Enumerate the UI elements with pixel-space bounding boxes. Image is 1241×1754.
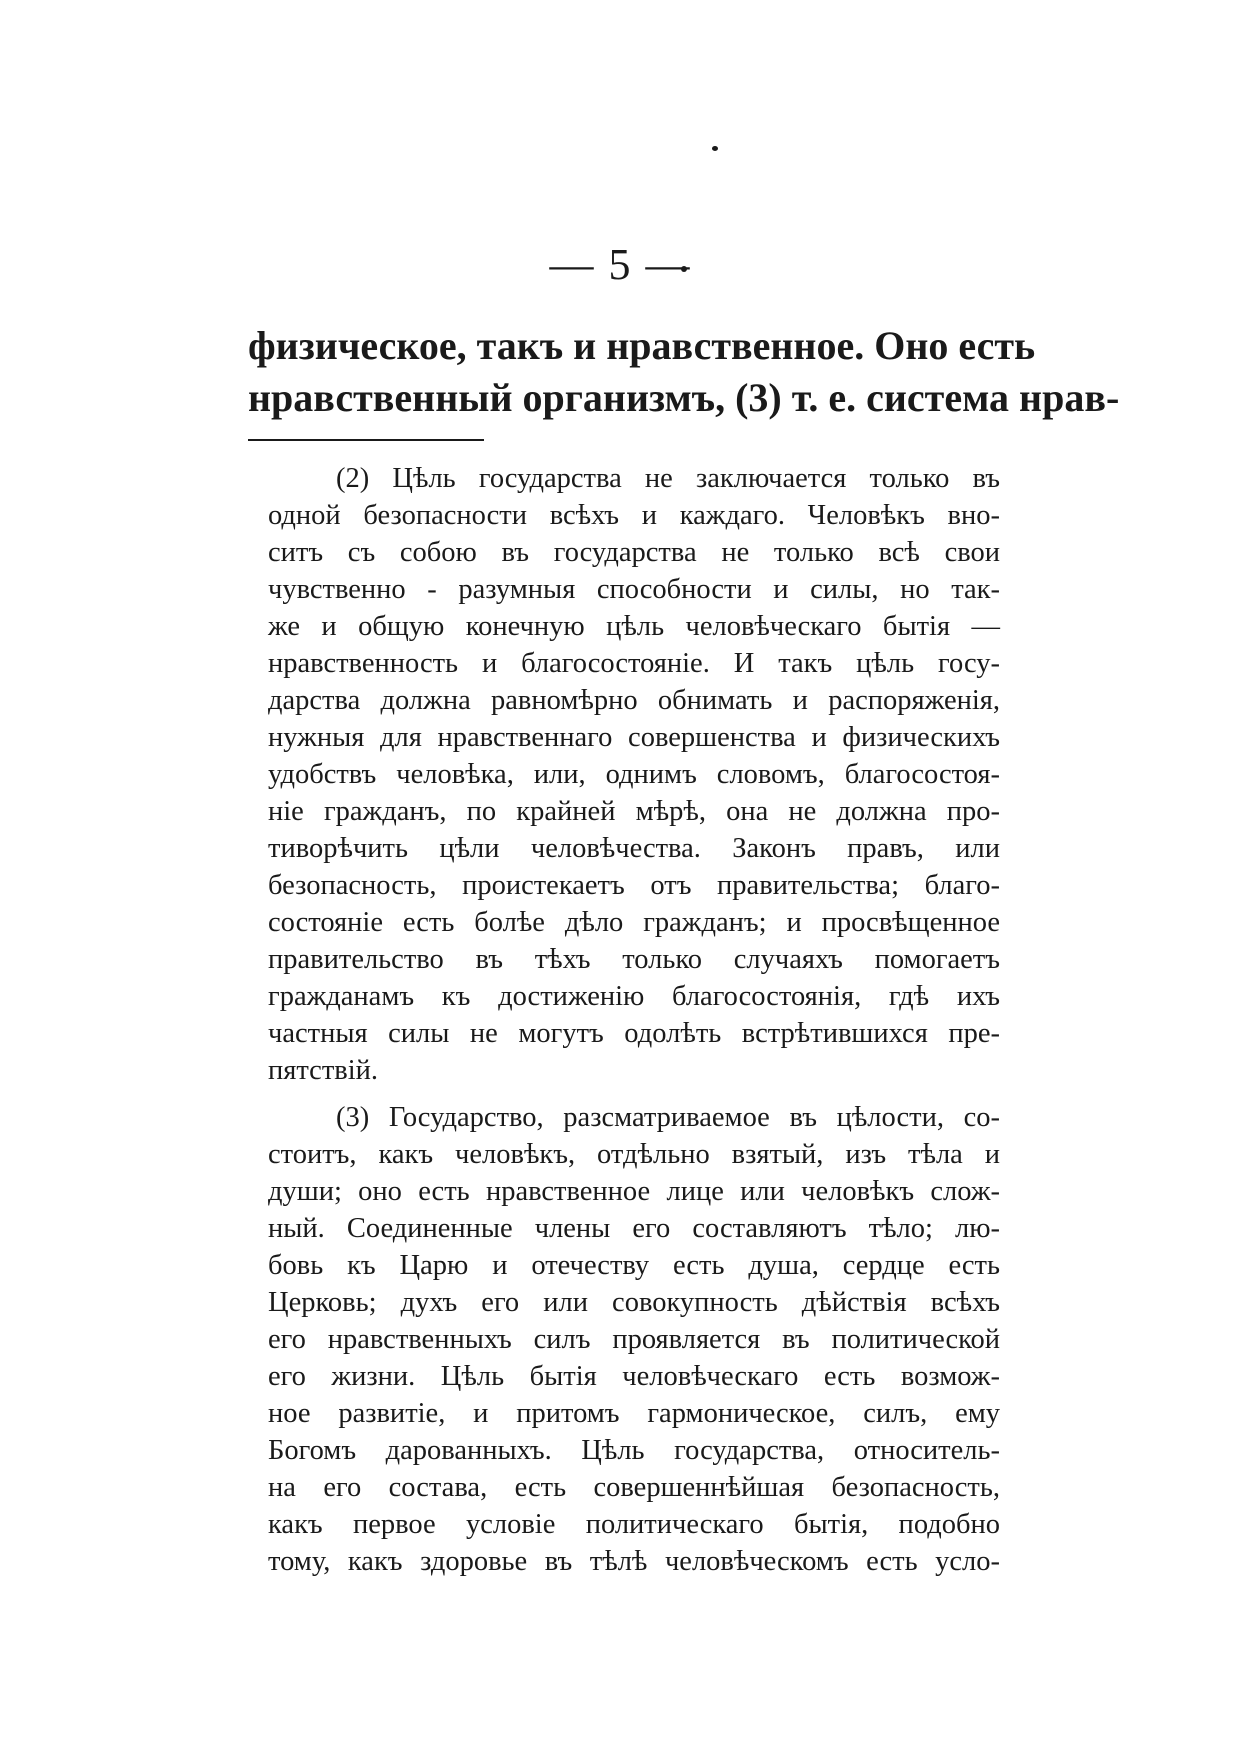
scan-speck [712, 146, 718, 151]
footnote-line: удобствъ человѣка, или, однимъ словомъ, благосостоя- [268, 759, 1000, 790]
footnote-line: ный. Соединенные члены его составляютъ тѣло; лю- [268, 1213, 1000, 1244]
footnote-line: безопасность, проистекаетъ отъ правительства; благо- [268, 870, 1000, 901]
footnotes [268, 460, 1000, 1580]
footnote-line: одной безопасности всѣхъ и каждаго. Человѣкъ вно- [268, 500, 1000, 531]
footnote-line: нужныя для нравственнаго совершенства и физическихъ [268, 722, 1000, 753]
footnote-line: какъ первое условіе политическаго бытія, подобно [268, 1509, 1000, 1540]
footnote-line: ситъ съ собою въ государства не только всѣ свои [268, 537, 1000, 568]
footnote-line: частныя силы не могутъ одолѣть встрѣтившихся пре- [268, 1018, 1000, 1049]
footnote-line: Церковь; духъ его или совокупность дѣйствія всѣхъ [268, 1287, 1000, 1318]
footnote-line: стоитъ, какъ человѣкъ, отдѣльно взятый, изъ тѣла и [268, 1139, 1000, 1170]
main-text [248, 320, 1120, 424]
footnote-line: тому, какъ здоровье въ тѣлѣ человѣческомъ есть усло- [268, 1546, 1000, 1577]
footnote-line: пятствій. [268, 1055, 379, 1086]
footnote-line: его жизни. Цѣль бытія человѣческаго есть возмож- [268, 1361, 1000, 1392]
footnote-line: гражданамъ къ достиженію благосостоянія, гдѣ ихъ [268, 981, 1000, 1012]
footnote-line: души; оно есть нравственное лице или человѣкъ слож- [268, 1176, 1000, 1207]
footnote-line: чувственно - разумныя способности и силы, но так- [268, 574, 1000, 605]
footnote-line: нравственность и благосостояніе. И такъ цѣль госу- [268, 648, 1000, 679]
main-text-line: физическое, такъ и нравственное. Оно есть [248, 323, 1036, 368]
footnote-line: ное развитіе, и притомъ гармоническое, силъ, ему [268, 1398, 1000, 1429]
footnote-line: Богомъ дарованныхъ. Цѣль государства, относитель- [268, 1435, 1000, 1466]
footnote-line: правительство въ тѣхъ только случаяхъ помогаетъ [268, 944, 1000, 975]
footnote-line: (2) Цѣль государства не заключается только въ [336, 463, 1000, 494]
footnote-2 [268, 460, 1000, 1089]
footnote-line: на его состава, есть совершеннѣйшая безопасность, [268, 1472, 1000, 1503]
footnote-line: дарства должна равномѣрно обнимать и распоряженія, [268, 685, 1000, 716]
footnote-line: ніе гражданъ, по крайней мѣрѣ, она не должна про- [268, 796, 1000, 827]
footnote-3 [268, 1099, 1000, 1580]
footnote-line: его нравственныхъ силъ проявляется въ политической [268, 1324, 1000, 1355]
footnote-divider [248, 439, 484, 441]
footnote-line: тиворѣчить цѣли человѣчества. Законъ правъ, или [268, 833, 1000, 864]
main-text-line: нравственный организмъ, (3) т. е. система нрав- [248, 375, 1120, 420]
footnote-line: же и общую конечную цѣль человѣческаго бытія — [268, 611, 1000, 642]
footnote-line: бовь къ Царю и отечеству есть душа, сердце есть [268, 1250, 1000, 1281]
page-number: — 5 — [549, 240, 692, 289]
footnote-line: (3) Государство, разсматриваемое въ цѣлости, со- [336, 1102, 1000, 1133]
footnote-line: состояніе есть болѣе дѣло гражданъ; и просвѣщенное [268, 907, 1000, 938]
